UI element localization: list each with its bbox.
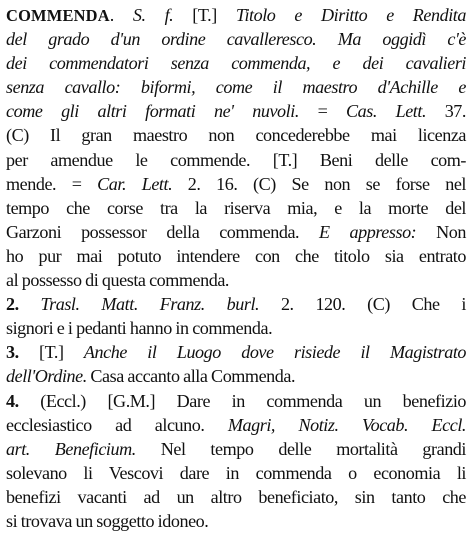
entry-line — [6, 196, 466, 220]
entry-text: Anche il Luogo dove risiede il Magistrato — [83, 342, 467, 363]
entry-line — [6, 220, 466, 244]
entry-text: dell'Ordine. — [6, 366, 87, 387]
entry-line — [6, 244, 466, 268]
entry-text: ho pur mai potuto intendere con che titolo sia entrato — [6, 245, 467, 266]
entry-text: ecclesiastico ad alcuno. — [6, 414, 228, 435]
entry-line — [6, 3, 466, 27]
entry-line — [6, 437, 466, 461]
entry-text: S. f. — [132, 5, 174, 25]
entry-text: (C) Il gran maestro non concederebbe mai licenza — [6, 125, 467, 146]
entry-text: 2. 120. (C) Che i — [259, 294, 467, 315]
entry-text: (Eccl.) [G.M.] Dare in commenda un benefizio — [40, 390, 467, 411]
entry-line — [6, 485, 466, 509]
entry-text: Nel tempo delle mortalità grandi — [135, 438, 467, 459]
entry-text: 37. — [426, 101, 466, 122]
entry-line — [6, 268, 466, 292]
entry-text: Garzoni possessor della commenda. — [6, 221, 320, 242]
entry-text: 2. 16. (C) Se non se forse nel — [172, 173, 466, 194]
entry-text: art. Beneficium. — [6, 438, 136, 459]
entry-text: mende. = — [6, 173, 98, 194]
entry-text: 4. — [6, 390, 41, 411]
entry-line — [6, 51, 466, 75]
entry-text: Car. Lett. — [97, 173, 173, 194]
entry-text: Cas. Lett. — [346, 101, 427, 122]
entry-text: = — [298, 101, 347, 122]
entry-text: per amendue le commende. [T.] Beni delle com- — [6, 149, 467, 170]
entry-text: Magri, Notiz. Vocab. Eccl. — [227, 414, 467, 435]
entry-line — [6, 316, 466, 340]
entry-line — [6, 75, 466, 99]
entry-line — [6, 27, 466, 51]
entry-text: Non — [416, 221, 467, 242]
entry-line — [6, 461, 466, 485]
entry-text: benefizi vacanti ad un altro beneficiato, sin tanto che — [6, 486, 467, 507]
headword: COMMENDA — [6, 6, 110, 25]
entry-line — [6, 123, 466, 147]
entry-text: dei commendatori senza commenda, e dei cavalieri — [6, 53, 467, 74]
entry-text: . — [109, 5, 133, 25]
entry-text: 3. — [6, 342, 40, 363]
entry-line — [6, 509, 466, 533]
entry-text: [T.] — [39, 342, 84, 363]
entry-text: Casa accanto alla Commenda. — [86, 366, 296, 387]
entry-line — [6, 364, 466, 388]
entry-line — [6, 389, 466, 413]
entry-text: Titolo e Diritto e Rendita — [235, 5, 466, 25]
entry-text: Trasl. Matt. Franz. burl. — [40, 294, 260, 315]
entry-line — [6, 413, 466, 437]
entry-text: 2. — [6, 294, 41, 315]
entry-line — [6, 340, 466, 364]
entry-text: signori e i pedanti hanno in commenda. — [6, 318, 273, 339]
entry-text: solevano li Vescovi dare in commenda o economia li — [6, 462, 467, 483]
entry-text: come gli altri formati ne' nuvoli. — [6, 101, 299, 122]
entry-line — [6, 148, 466, 172]
entry-text: si trovava un soggetto idoneo. — [6, 510, 209, 531]
entry-text: al possesso di questa commenda. — [6, 270, 230, 291]
entry-line — [6, 172, 466, 196]
entry-text: tempo che corse tra la riserva mia, e la morte del — [6, 197, 467, 218]
dictionary-entry — [6, 3, 468, 533]
entry-text: E appresso: — [319, 221, 417, 242]
entry-text: del grado d'un ordine cavalleresco. Ma oggidì c'è — [6, 29, 467, 50]
entry-line — [6, 99, 466, 123]
entry-line — [6, 292, 466, 316]
entry-text: senza cavallo: biformi, come il maestro d'Achille e — [6, 77, 467, 98]
entry-text: [T.] — [173, 5, 236, 25]
